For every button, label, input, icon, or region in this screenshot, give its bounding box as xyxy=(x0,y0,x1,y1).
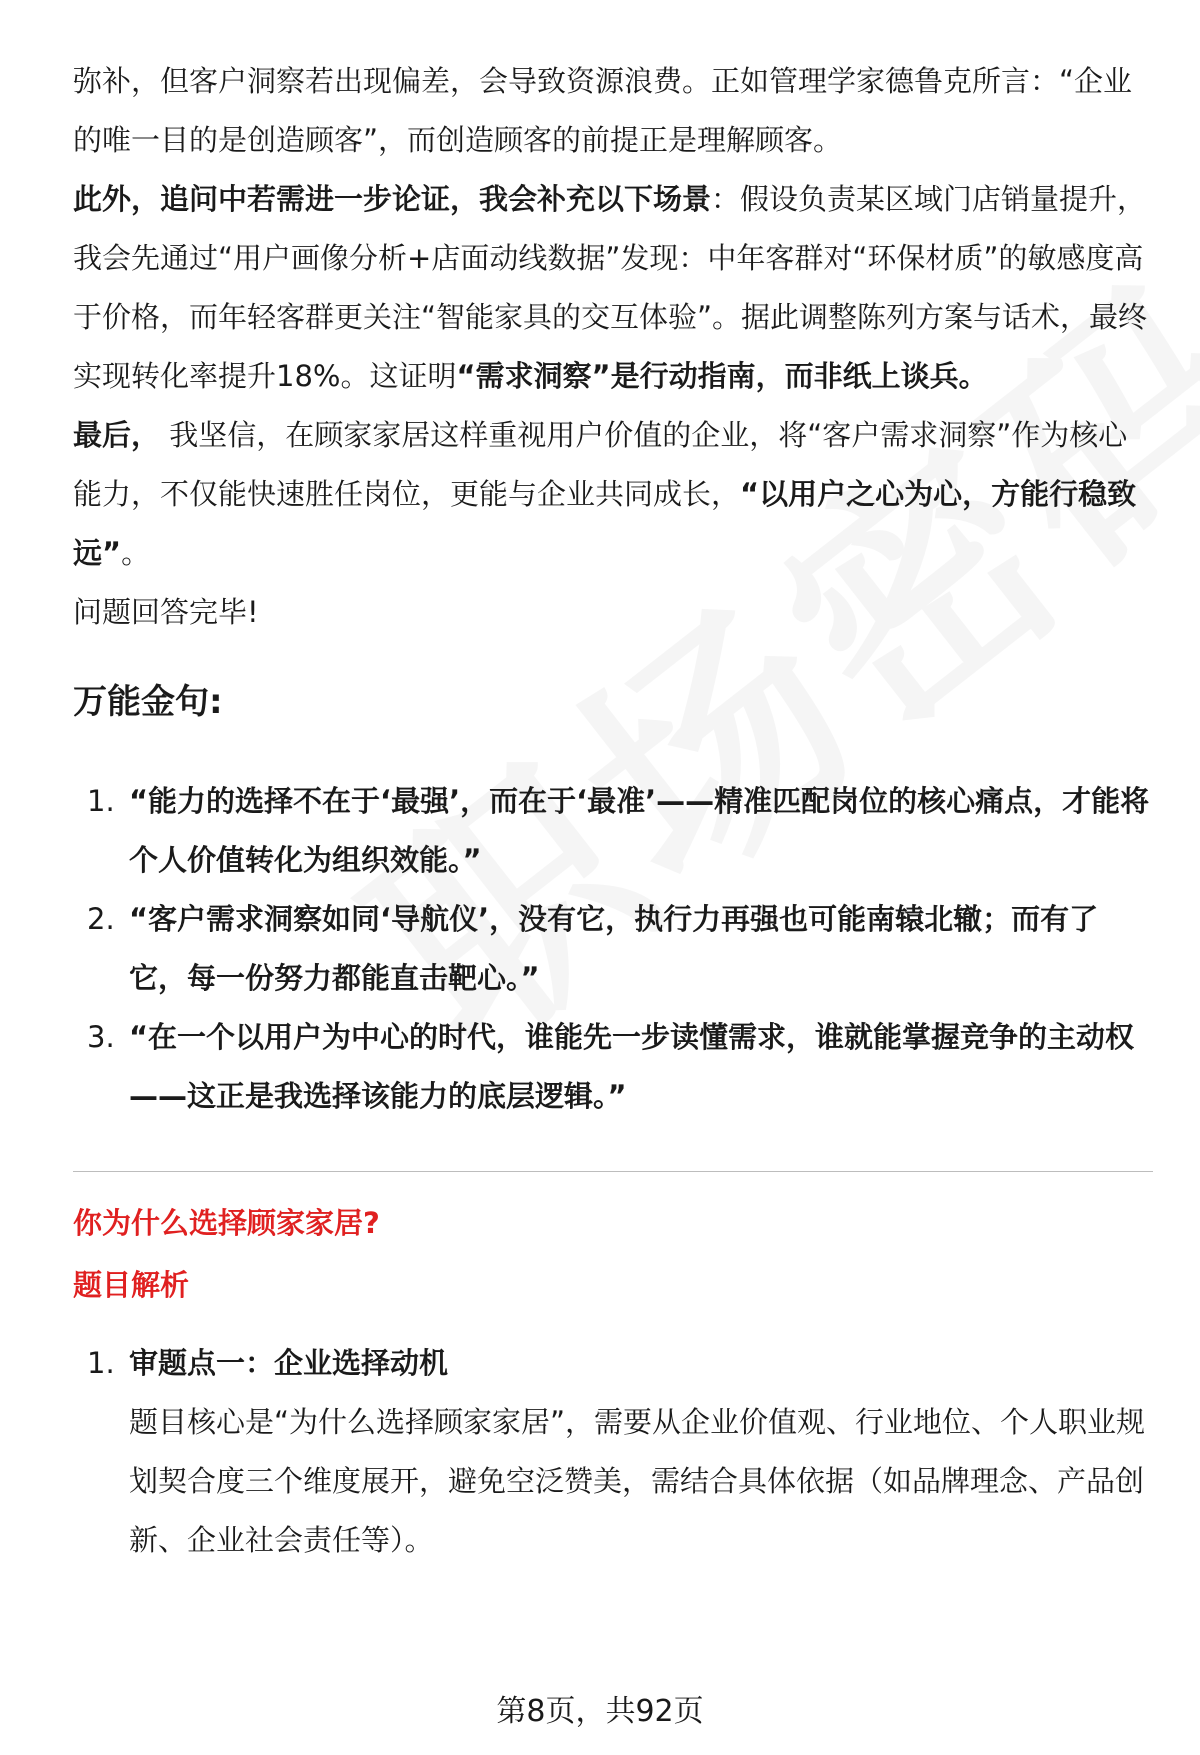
paragraph-body: ：假设负责某区域门店销量提升，我会先通过“用户画像分析+店面动线数据”发现：中年客群对“环保材质”的敏感度高于价格，而年轻客群更关注“智能家具的交互体验”。据此调整陈列方案与话术，最终实现转化率提升18%。这证明 xyxy=(73,182,1148,393)
section-divider xyxy=(73,1171,1153,1172)
intro-paragraph-3 xyxy=(73,406,1153,583)
paragraph-emphasis: “需求洞察”是行动指南，而非纸上谈兵。 xyxy=(456,359,988,393)
analysis-heading: 题目解析 xyxy=(73,1268,190,1302)
list-item xyxy=(73,1334,1153,1570)
list-number: 2. xyxy=(87,902,115,936)
list-number: 1. xyxy=(87,784,115,818)
list-item xyxy=(73,772,1153,890)
question-title: 你为什么选择顾家家居? xyxy=(73,1206,380,1240)
list-item xyxy=(73,890,1153,1008)
analysis-list xyxy=(73,1334,1153,1570)
paragraph-lead: 此外，追问中若需进一步论证，我会补充以下场景 xyxy=(73,182,712,216)
analysis-item-body: 题目核心是“为什么选择顾家家居”，需要从企业价值观、行业地位、个人职业规划契合度三个维度展开，避免空泛赞美，需结合具体依据（如品牌理念、产品创新、企业社会责任等）。 xyxy=(129,1405,1146,1557)
list-text: “客户需求洞察如同‘导航仪’，没有它，执行力再强也可能南辕北辙；而有了它，每一份努力都能直击靶心。” xyxy=(129,902,1099,995)
analysis-item-title: 审题点一：企业选择动机 xyxy=(129,1346,449,1380)
list-number: 3. xyxy=(87,1020,115,1054)
paragraph-end: 。 xyxy=(121,536,151,570)
list-text: “在一个以用户为中心的时代，谁能先一步读懂需求，谁就能掌握竞争的主动权——这正是我选择该能力的底层逻辑。” xyxy=(129,1020,1135,1113)
page-content xyxy=(73,52,1153,1570)
golden-sentences-heading: 万能金句: xyxy=(73,682,223,722)
list-item xyxy=(73,1008,1153,1126)
page-number-footer: 第8页，共92页 xyxy=(496,1694,704,1729)
paragraph-lead: 最后， xyxy=(73,418,161,452)
intro-paragraph-4: 问题回答完毕! xyxy=(73,595,259,629)
paragraph-body: 我坚信，在顾家家居这样重视用户价值的企业，将“客户需求洞察”作为核心能力，不仅能快速胜任岗位，更能与企业共同成长， xyxy=(73,418,1128,511)
intro-paragraph-1: 弥补，但客户洞察若出现偏差，会导致资源浪费。正如管理学家德鲁克所言：“企业的唯一目的是创造顾客”，而创造顾客的前提正是理解顾客。 xyxy=(73,64,1133,157)
list-text: “能力的选择不在于‘最强’，而在于‘最准’——精准匹配岗位的核心痛点，才能将个人价值转化为组织效能。” xyxy=(129,784,1150,877)
intro-paragraph-2 xyxy=(73,170,1153,406)
golden-sentences-list xyxy=(73,772,1153,1126)
paragraph-emphasis: “以用户之心为心，方能行稳致远” xyxy=(73,477,1137,570)
list-number: 1. xyxy=(87,1346,115,1380)
